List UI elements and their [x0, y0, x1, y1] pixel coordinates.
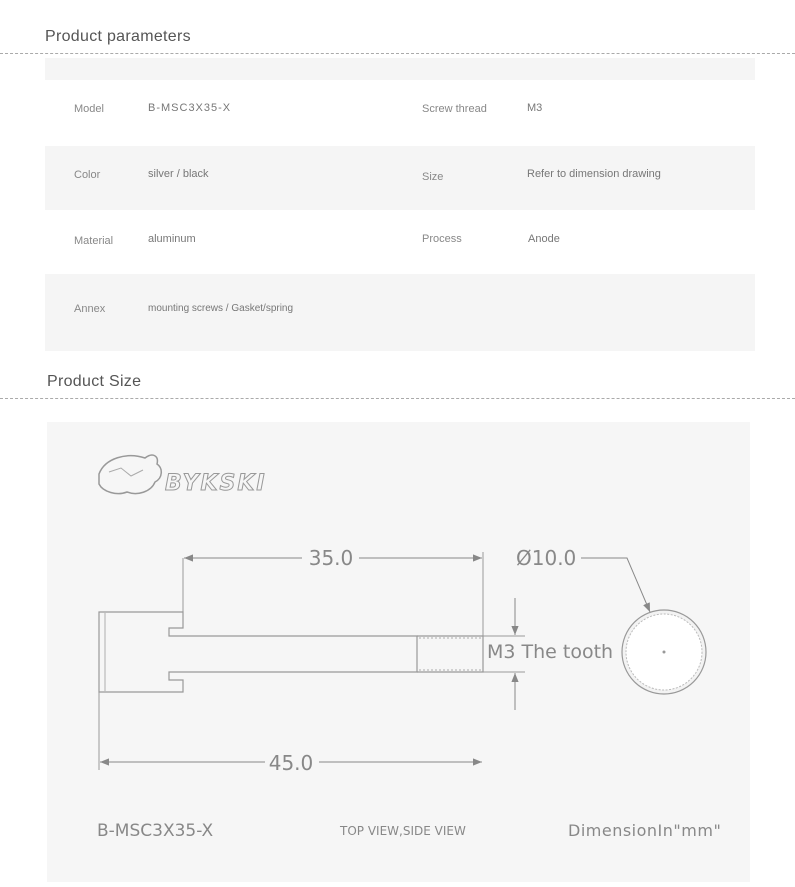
size-label: Size — [422, 171, 444, 183]
dim-45-label: 45.0 — [268, 751, 314, 775]
size-divider — [0, 398, 795, 399]
dimension-drawing — [47, 422, 750, 882]
params-row-annex — [45, 274, 755, 351]
annex-label: Annex — [74, 303, 106, 315]
color-label: Color — [74, 169, 101, 181]
color-value: silver / black — [148, 168, 209, 180]
params-table — [45, 58, 755, 351]
material-label: Material — [74, 235, 114, 247]
thread-label: M3 The tooth — [487, 641, 614, 663]
model-value: B-MSC3X35-X — [148, 102, 232, 114]
bykski-logo — [99, 455, 267, 496]
thread-value: M3 — [527, 102, 543, 114]
drawing-canvas — [47, 422, 750, 882]
drawing-unit: DimensionIn"mm" — [568, 821, 722, 840]
params-section-title: Product parameters — [45, 28, 191, 45]
screw-top-view — [622, 610, 706, 694]
diameter-label: Ø10.0 — [516, 546, 577, 570]
params-divider — [0, 53, 795, 54]
thread-label: Screw thread — [422, 103, 487, 115]
drawing-model: B-MSC3X35-X — [97, 821, 214, 841]
params-row-color — [45, 146, 755, 210]
process-value: Anode — [528, 233, 560, 245]
size-value: Refer to dimension drawing — [527, 168, 661, 180]
drawing-views: TOP VIEW,SIDE VIEW — [340, 824, 466, 838]
size-section-title: Product Size — [47, 373, 142, 390]
dragon-logo-icon — [99, 455, 161, 493]
brand-name: BYKSKI — [165, 471, 267, 496]
screw-side-view — [99, 612, 483, 692]
annex-value: mounting screws / Gasket/spring — [148, 303, 294, 314]
params-row-material — [45, 210, 755, 274]
material-value: aluminum — [148, 233, 196, 245]
dim-35-label: 35.0 — [308, 546, 354, 570]
diameter-leader — [581, 558, 650, 612]
params-row-top-band — [45, 58, 755, 80]
model-label: Model — [74, 103, 104, 115]
params-row-model — [45, 80, 755, 146]
process-label: Process — [422, 233, 462, 245]
